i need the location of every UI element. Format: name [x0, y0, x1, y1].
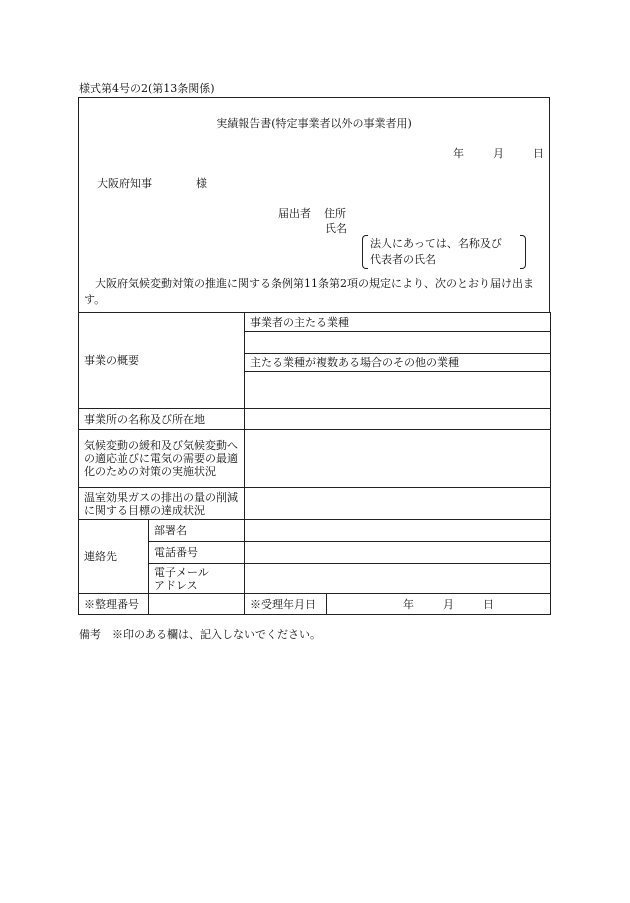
footer-note: 備考 ※印のある欄は、記入しないでください。	[79, 628, 321, 641]
report-table	[78, 312, 551, 615]
main-business-type-label: 事業者の主たる業種	[245, 313, 551, 332]
email-field[interactable]	[245, 564, 551, 594]
ghg-target-label: 温室効果ガスの排出の量の削減に関する目標の達成状況	[79, 488, 245, 520]
phone-label: 電話番号	[149, 542, 245, 564]
notifier-label: 届出者	[278, 207, 311, 220]
department-field[interactable]	[245, 520, 551, 542]
email-label-line2: アドレス	[154, 578, 198, 592]
addressee	[97, 175, 207, 191]
ghg-target-field[interactable]	[245, 488, 551, 520]
corp-note-line2: 代表者の氏名	[370, 253, 436, 266]
receipt-year: 年	[403, 597, 414, 611]
contact-label: 連絡先	[79, 520, 149, 594]
ref-number-field[interactable]	[149, 594, 245, 615]
receipt-date-field[interactable]	[327, 594, 551, 615]
email-label-line1: 電子メール	[154, 565, 209, 579]
submission-date	[453, 145, 544, 161]
honorific: 様	[196, 177, 207, 190]
phone-field[interactable]	[245, 542, 551, 564]
climate-measures-field[interactable]	[245, 430, 551, 488]
receipt-day: 日	[483, 597, 494, 611]
other-business-types-field[interactable]	[245, 372, 551, 409]
addressee-name: 大阪府知事	[97, 177, 152, 190]
office-name-location-label: 事業所の名称及び所在地	[79, 409, 245, 430]
other-business-types-label: 主たる業種が複数ある場合のその他の業種	[245, 354, 551, 372]
office-name-location-field[interactable]	[245, 409, 551, 430]
form-title: 実績報告書(特定事業者以外の事業者用)	[216, 117, 412, 130]
date-month: 月	[493, 147, 504, 160]
receipt-month: 月	[443, 597, 454, 611]
main-business-type-field[interactable]	[245, 332, 551, 354]
date-year: 年	[453, 147, 464, 160]
notifier	[278, 205, 346, 221]
receipt-date-label: ※受理年月日	[245, 594, 327, 615]
department-label: 部署名	[149, 520, 245, 542]
statement: 大阪府気候変動対策の推進に関する条例第11条第2項の規定により、次のとおり届け出ます。	[84, 277, 534, 306]
name-label: 氏名	[325, 222, 347, 235]
date-day: 日	[533, 147, 544, 160]
form-number: 様式第4号の2(第13条関係)	[79, 82, 215, 95]
business-overview-label: 事業の概要	[79, 313, 245, 409]
ref-number-label: ※整理番号	[79, 594, 149, 615]
corporation-note	[362, 235, 526, 269]
address-label: 住所	[324, 207, 346, 220]
climate-measures-label: 気候変動の緩和及び気候変動への適応並びに電気の需要の最適化のための対策の実施状況	[79, 430, 245, 488]
corp-note-line1: 法人にあっては、名称及び	[370, 237, 502, 250]
email-label	[149, 564, 245, 594]
